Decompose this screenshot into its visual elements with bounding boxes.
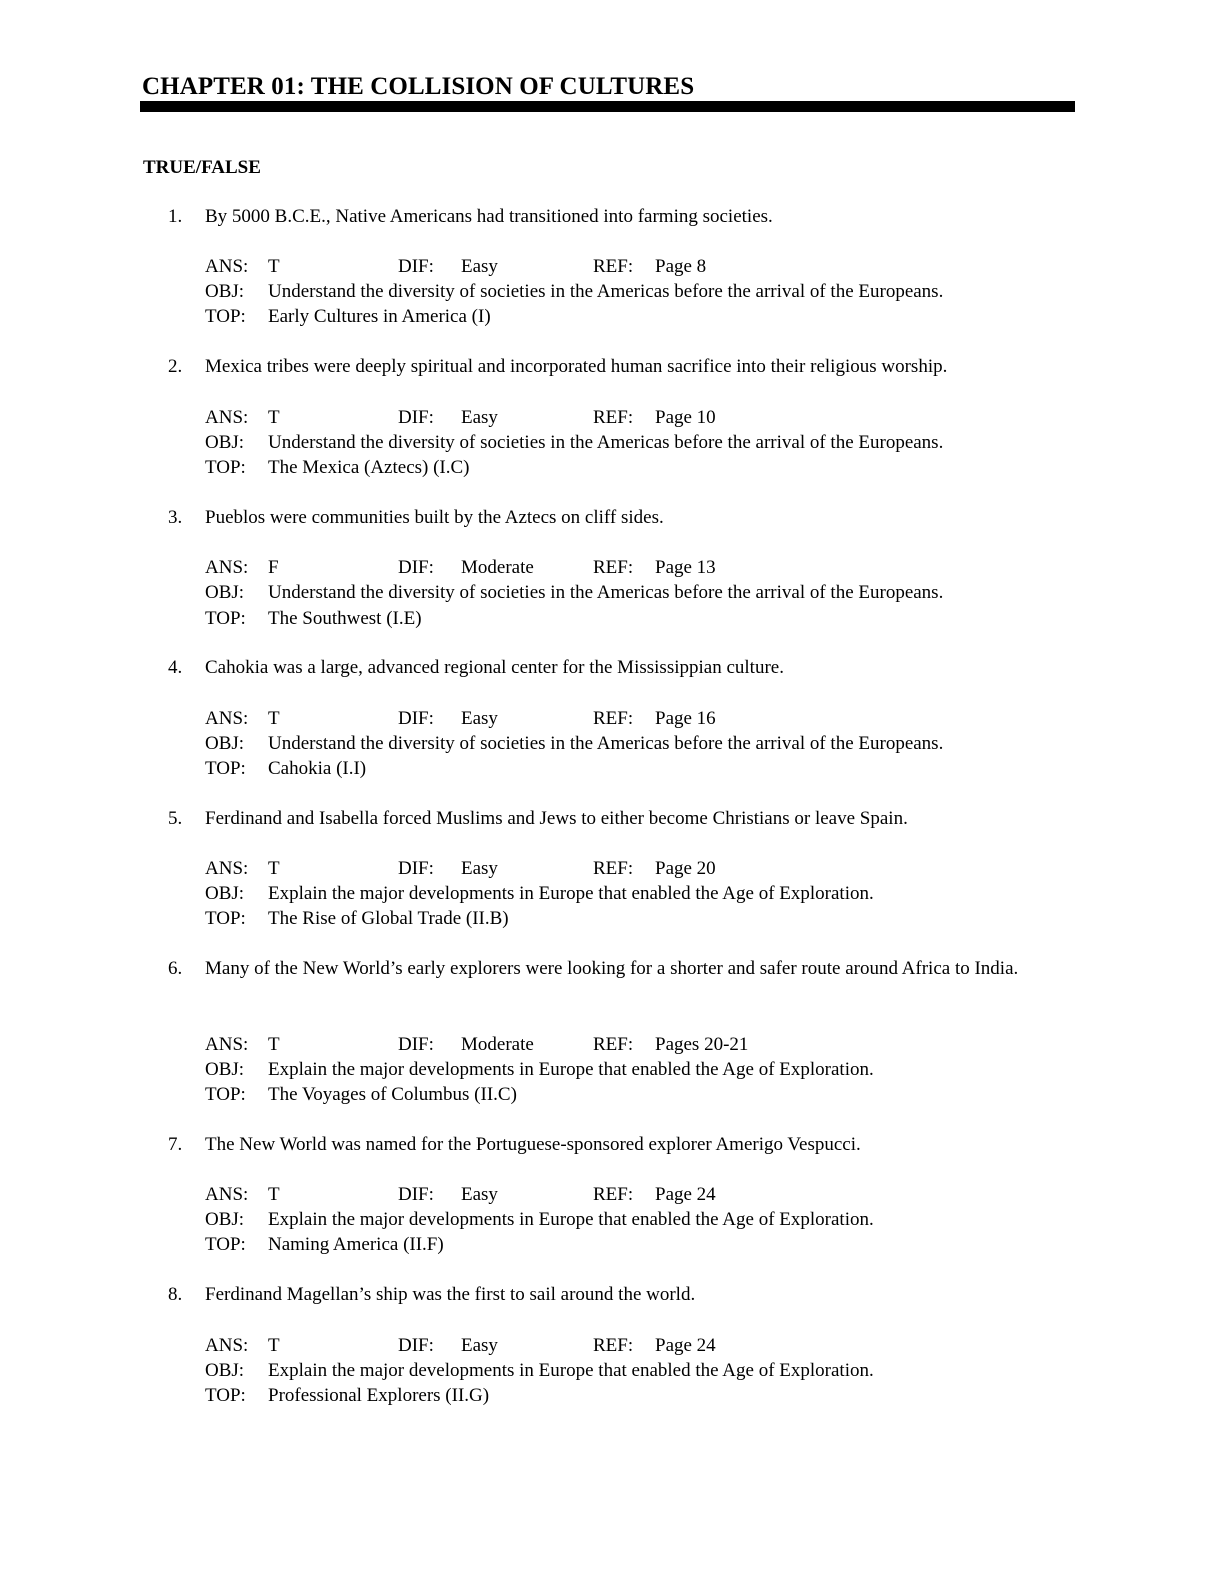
top-label: TOP: — [205, 758, 246, 779]
topic-row — [205, 455, 1075, 480]
question-item — [0, 354, 1224, 484]
ans-value: T — [268, 1335, 280, 1356]
dif-value: Moderate — [461, 1034, 534, 1055]
question-text: Many of the New World’s early explorers were looking for a shorter and safer route around Africa to India. — [205, 958, 1019, 979]
dif-value: Moderate — [461, 557, 534, 578]
top-value: The Rise of Global Trade (II.B) — [268, 908, 509, 929]
objective-row — [205, 1057, 1075, 1082]
question-item — [0, 806, 1224, 936]
answer-meta-row — [205, 1182, 1075, 1207]
question-number: 5. — [168, 808, 183, 829]
dif-label: DIF: — [398, 1184, 434, 1205]
objective-row — [205, 580, 1075, 605]
obj-value: Explain the major developments in Europe that enabled the Age of Exploration. — [268, 1209, 874, 1230]
top-value: Cahokia (I.I) — [268, 758, 367, 779]
ref-label: REF: — [593, 1184, 634, 1205]
topic-row — [205, 1383, 1075, 1408]
ref-label: REF: — [593, 557, 634, 578]
objective-row — [205, 881, 1075, 906]
answer-meta-row — [205, 555, 1075, 580]
objective-row — [205, 430, 1075, 455]
title-rule — [140, 101, 1075, 112]
ref-value: Page 8 — [655, 256, 707, 277]
obj-label: OBJ: — [205, 883, 245, 904]
ans-value: T — [268, 407, 280, 428]
answer-meta-row — [205, 856, 1075, 881]
dif-value: Easy — [461, 858, 498, 879]
dif-label: DIF: — [398, 708, 434, 729]
dif-label: DIF: — [398, 858, 434, 879]
question-item — [0, 1132, 1224, 1262]
dif-label: DIF: — [398, 1335, 434, 1356]
ref-label: REF: — [593, 256, 634, 277]
ans-label: ANS: — [205, 708, 249, 729]
ans-value: T — [268, 1034, 280, 1055]
question-number: 1. — [168, 206, 183, 227]
ans-label: ANS: — [205, 256, 249, 277]
answer-meta-row — [205, 405, 1075, 430]
ref-value: Page 10 — [655, 407, 716, 428]
ref-label: REF: — [593, 708, 634, 729]
top-value: Early Cultures in America (I) — [268, 306, 491, 327]
dif-value: Easy — [461, 1184, 498, 1205]
top-label: TOP: — [205, 457, 246, 478]
ans-label: ANS: — [205, 407, 249, 428]
top-label: TOP: — [205, 1385, 246, 1406]
objective-row — [205, 1207, 1075, 1232]
question-item — [0, 505, 1224, 635]
top-value: Naming America (II.F) — [268, 1234, 444, 1255]
topic-row — [205, 304, 1075, 329]
question-item — [0, 1282, 1224, 1412]
ans-value: F — [268, 557, 279, 578]
top-label: TOP: — [205, 908, 246, 929]
obj-label: OBJ: — [205, 1059, 245, 1080]
top-value: The Voyages of Columbus (II.C) — [268, 1084, 517, 1105]
ref-value: Page 20 — [655, 858, 716, 879]
question-number: 8. — [168, 1284, 183, 1305]
ref-label: REF: — [593, 858, 634, 879]
obj-label: OBJ: — [205, 1209, 245, 1230]
ans-label: ANS: — [205, 1335, 249, 1356]
topic-row — [205, 606, 1075, 631]
obj-value: Understand the diversity of societies in the Americas before the arrival of the Europeans. — [268, 733, 944, 754]
ans-value: T — [268, 708, 280, 729]
obj-value: Explain the major developments in Europe that enabled the Age of Exploration. — [268, 883, 874, 904]
top-label: TOP: — [205, 608, 246, 629]
ans-value: T — [268, 1184, 280, 1205]
obj-label: OBJ: — [205, 432, 245, 453]
obj-value: Understand the diversity of societies in the Americas before the arrival of the Europeans. — [268, 582, 944, 603]
ref-label: REF: — [593, 407, 634, 428]
topic-row — [205, 756, 1075, 781]
dif-value: Easy — [461, 708, 498, 729]
obj-label: OBJ: — [205, 281, 245, 302]
ref-value: Pages 20-21 — [655, 1034, 749, 1055]
ref-value: Page 13 — [655, 557, 716, 578]
ref-value: Page 24 — [655, 1184, 716, 1205]
ans-label: ANS: — [205, 1184, 249, 1205]
answer-meta-row — [205, 1333, 1075, 1358]
topic-row — [205, 906, 1075, 931]
question-text: Mexica tribes were deeply spiritual and incorporated human sacrifice into their religious worship. — [205, 356, 948, 377]
dif-label: DIF: — [398, 1034, 434, 1055]
ref-value: Page 16 — [655, 708, 716, 729]
question-item — [0, 655, 1224, 785]
top-label: TOP: — [205, 1234, 246, 1255]
ans-label: ANS: — [205, 1034, 249, 1055]
question-text: Cahokia was a large, advanced regional center for the Mississippian culture. — [205, 657, 784, 678]
obj-label: OBJ: — [205, 733, 245, 754]
question-text: Ferdinand and Isabella forced Muslims and Jews to either become Christians or leave Spain. — [205, 808, 908, 829]
ref-label: REF: — [593, 1335, 634, 1356]
obj-value: Understand the diversity of societies in the Americas before the arrival of the Europeans. — [268, 281, 944, 302]
objective-row — [205, 1358, 1075, 1383]
dif-label: DIF: — [398, 557, 434, 578]
answer-meta-row — [205, 1032, 1075, 1057]
topic-row — [205, 1232, 1075, 1257]
dif-label: DIF: — [398, 407, 434, 428]
obj-value: Explain the major developments in Europe that enabled the Age of Exploration. — [268, 1059, 874, 1080]
top-value: Professional Explorers (II.G) — [268, 1385, 490, 1406]
question-number: 2. — [168, 356, 183, 377]
question-number: 3. — [168, 507, 183, 528]
ans-value: T — [268, 858, 280, 879]
section-heading: TRUE/FALSE — [143, 157, 261, 178]
ans-label: ANS: — [205, 858, 249, 879]
question-item — [0, 956, 1224, 1111]
question-text: Ferdinand Magellan’s ship was the first to sail around the world. — [205, 1284, 696, 1305]
objective-row — [205, 279, 1075, 304]
top-label: TOP: — [205, 306, 246, 327]
dif-value: Easy — [461, 256, 498, 277]
answer-meta-row — [205, 254, 1075, 279]
topic-row — [205, 1082, 1075, 1107]
question-text: Pueblos were communities built by the Aztecs on cliff sides. — [205, 507, 664, 528]
dif-value: Easy — [461, 1335, 498, 1356]
question-item — [0, 204, 1224, 334]
ans-label: ANS: — [205, 557, 249, 578]
ans-value: T — [268, 256, 280, 277]
question-number: 6. — [168, 958, 183, 979]
obj-label: OBJ: — [205, 582, 245, 603]
ref-label: REF: — [593, 1034, 634, 1055]
dif-value: Easy — [461, 407, 498, 428]
answer-meta-row — [205, 706, 1075, 731]
chapter-title: CHAPTER 01: THE COLLISION OF CULTURES — [142, 73, 695, 100]
obj-value: Understand the diversity of societies in the Americas before the arrival of the Europeans. — [268, 432, 944, 453]
ref-value: Page 24 — [655, 1335, 716, 1356]
question-number: 7. — [168, 1134, 183, 1155]
dif-label: DIF: — [398, 256, 434, 277]
obj-label: OBJ: — [205, 1360, 245, 1381]
question-text: By 5000 B.C.E., Native Americans had transitioned into farming societies. — [205, 206, 773, 227]
obj-value: Explain the major developments in Europe that enabled the Age of Exploration. — [268, 1360, 874, 1381]
top-value: The Mexica (Aztecs) (I.C) — [268, 457, 470, 478]
objective-row — [205, 731, 1075, 756]
question-number: 4. — [168, 657, 183, 678]
question-text: The New World was named for the Portuguese-sponsored explorer Amerigo Vespucci. — [205, 1134, 861, 1155]
top-label: TOP: — [205, 1084, 246, 1105]
top-value: The Southwest (I.E) — [268, 608, 422, 629]
